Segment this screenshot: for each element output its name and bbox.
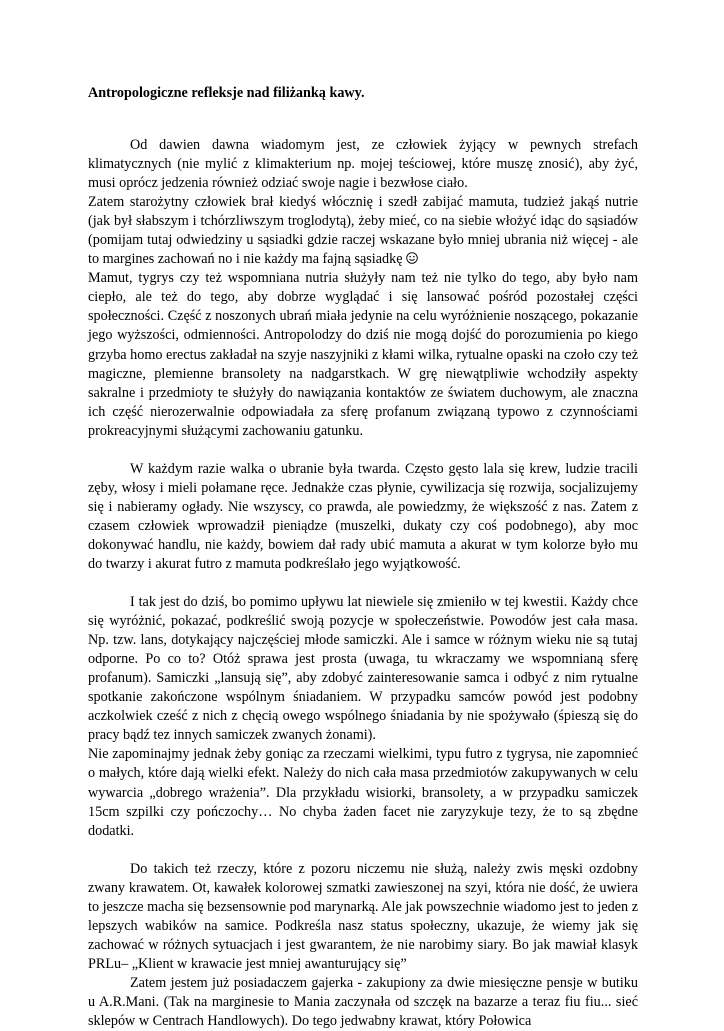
paragraph-gap xyxy=(88,574,638,593)
paragraph-8: Zatem jestem już posiadaczem gajerka - zakupiony za dwie miesięczne pensje w butiku u A.R.Mani. (Tak na marginesie to Mania zaczynała od szczęk na bazarze a teraz fiu fiu... sieć sklepów w Centrach Handlowych). Do tego jedwabny krawat, który Połowica xyxy=(88,974,638,1030)
paragraph-1: Od dawien dawna wiadomym jest, ze człowiek żyjący w pewnych strefach klimatycznych (nie mylić z klimakterium np. mojej teściowej, które muszę znosić), aby żyć, musi oprócz jedzenia również odziać swoje nagie i bezwłose ciało. xyxy=(88,137,638,192)
paragraph-3: Mamut, tygrys czy też wspomniana nutria służyły nam też nie tylko do tego, aby było nam ciepło, ale też do tego, aby dobrze wyglądać i się lansować pośród pozostałej części społeczności. Część z noszonych ubrań miała jedynie na celu wyróżnienie noszącego, pokazanie jego wyższości, odmienności. Antropolodzy do dziś nie mogą dojść do porozumienia po kiego grzyba homo erectus zakładał na szyje naszyjniki z kłami wilka, rytualne opaski na czoło czy też magiczne, plemienne bransolety na nadgarstkach. W grę niewątpliwie wchodziły aspekty sakralne i przedmioty te służyły do nawiązania kontaktów ze światem duchowym, ale znaczna ich część nierozerwalnie odpowiadała za sferę profanum związaną typowo z czynnościami prokreacyjnymi służącymi zachowaniu gatunku. xyxy=(88,270,638,439)
paragraph-4: W każdym razie walka o ubranie była twarda. Często gęsto lala się krew, ludzie tracili zęby, włosy i mieli połamane ręce. Jednakże czas płynie, cywilizacja się rozwija, socjalizujemy się i nabieramy ogłady. Nie wszyscy, co prawda, ale powiedzmy, że większość z nas. Zatem z czasem człowiek wprowadził pieniądze (muszelki, dukaty czy coś podobnego), aby moc dokonywać handlu, nie każdy, bowiem dał rady ubić mamuta a akurat w tym kolorze było mu do twarzy i akurat futro z mamuta podkreślało jego wyjątkowość. xyxy=(88,460,638,572)
smiley-face-icon xyxy=(406,252,418,264)
paragraph-6: Nie zapominajmy jednak żeby goniąc za rzeczami wielkimi, typu futro z tygrysa, nie zapomnieć o małych, które dają wielki efekt. Należy do nich cała masa przedmiotów zakupywanych w celu wywarcia „dobrego wrażenia”. Dla przykładu wisiorki, bransolety, a w przypadku samiczek 15cm szpilki czy pończochy… No chyba żaden facet nie zaryzykuje tezy, że to są zbędne dodatki. xyxy=(88,746,638,839)
document-page xyxy=(88,84,638,1031)
paragraph-gap xyxy=(88,441,638,460)
paragraph-2 xyxy=(88,193,638,269)
document-body xyxy=(88,136,638,1031)
paragraph-2-text: Zatem starożytny człowiek brał kiedyś włócznię i szedł zabijać mamuta, tudzież jakąś nutrie (jak był słabszym i tchórzliwszym troglodytą), żeby mieć, co na siebie włożyć idąc do sąsiadów (pomijam tutaj odwiedziny u sąsiadki gdzie raczej wskazane było mniej ubrania niż więcej - ale to margines zachowań no i nie każdy ma fajną sąsiadkę xyxy=(88,194,638,268)
paragraph-5: I tak jest do dziś, bo pomimo upływu lat niewiele się zmieniło w tej kwestii. Każdy chce się wyróżnić, pokazać, podkreślić swoją pozycje w społeczeństwie. Powodów jest cała masa. Np. tzw. lans, dotykający najczęściej młode samiczki. Ale i samce w różnym wieku nie są tutaj odporne. Po co to? Otóż sprawa jest prosta (uwaga, tu wkraczamy we wspomnianą sferę profanum). Samiczki „lansują się”, aby zdobyć zainteresowanie samca i odbyć z nim rytualne spotkanie zakończone wspólnym śniadaniem. W przypadku samców powód jest podobny aczkolwiek cześć z nich z chęcią owego wspólnego śniadania by nie spożywało (śpieszą się do pracy bądź tez innych samiczek zwanych żonami). xyxy=(88,594,638,744)
paragraph-gap xyxy=(88,841,638,860)
document-title: Antropologiczne refleksje nad filiżanką kawy. xyxy=(88,85,365,101)
paragraph-7: Do takich też rzeczy, które z pozoru niczemu nie służą, należy zwis męski ozdobny zwany krawatem. Ot, kawałek kolorowej szmatki zawieszonej na szyi, która nie dość, że uwiera to jeszcze macha się bezsensownie pod marynarką. Ale jak powszechnie wiadomo jest to jeden z lepszych wabików na samice. Podkreśla nasz status społeczny, ukazuje, że wiemy jak się zachować w różnych sytuacjach i jest gwarantem, że nie narobimy siary. Bo jak mawiał klasyk PRLu– „Klient w krawacie jest mniej awanturujący się” xyxy=(88,860,638,972)
